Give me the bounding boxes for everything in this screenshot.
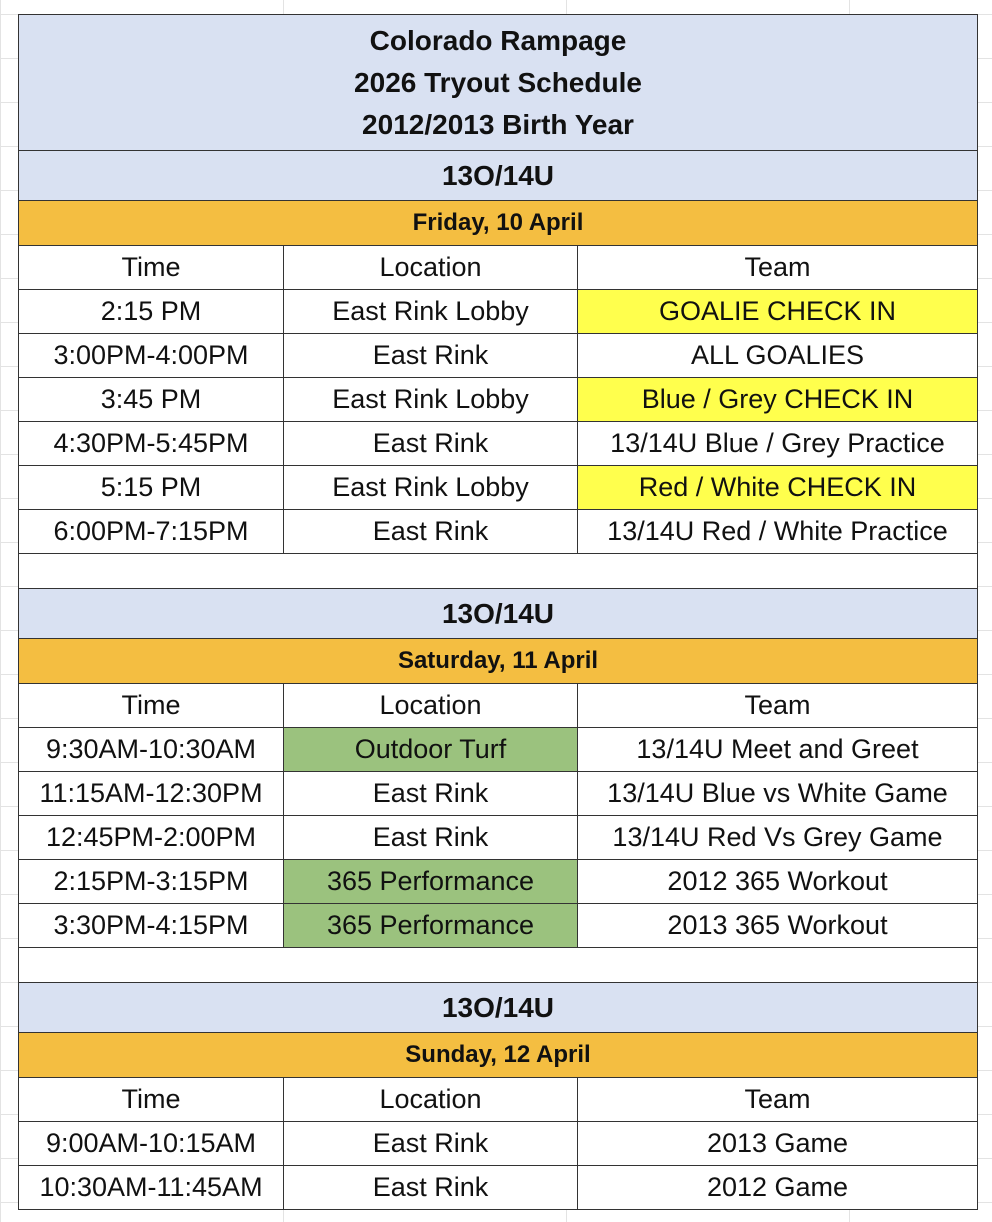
table-row bbox=[19, 904, 978, 948]
table-row bbox=[19, 510, 978, 554]
location-cell[interactable]: East Rink bbox=[284, 510, 578, 554]
team-cell[interactable]: 13/14U Blue / Grey Practice bbox=[578, 422, 978, 466]
date-heading[interactable]: Saturday, 11 April bbox=[19, 639, 978, 684]
date-heading[interactable]: Friday, 10 April bbox=[19, 201, 978, 246]
table-row bbox=[19, 816, 978, 860]
location-cell[interactable]: Outdoor Turf bbox=[284, 728, 578, 772]
table-row bbox=[19, 860, 978, 904]
team-cell[interactable]: 2013 Game bbox=[578, 1122, 978, 1166]
table-row bbox=[19, 728, 978, 772]
time-cell[interactable]: 11:15AM-12:30PM bbox=[19, 772, 284, 816]
time-cell[interactable]: 2:15 PM bbox=[19, 290, 284, 334]
time-cell[interactable]: 3:00PM-4:00PM bbox=[19, 334, 284, 378]
location-cell[interactable]: East Rink bbox=[284, 1166, 578, 1210]
division-row bbox=[19, 151, 978, 201]
location-cell[interactable]: East Rink bbox=[284, 422, 578, 466]
team-cell[interactable]: GOALIE CHECK IN bbox=[578, 290, 978, 334]
time-cell[interactable]: 4:30PM-5:45PM bbox=[19, 422, 284, 466]
schedule-title bbox=[19, 15, 978, 151]
column-header-time[interactable]: Time bbox=[19, 246, 284, 290]
title-line-1: Colorado Rampage bbox=[369, 24, 627, 56]
column-header-row bbox=[19, 1078, 978, 1122]
empty-cell bbox=[19, 554, 978, 589]
division-row bbox=[19, 983, 978, 1033]
column-header-location[interactable]: Location bbox=[284, 684, 578, 728]
table-row bbox=[19, 1122, 978, 1166]
location-cell[interactable]: East Rink bbox=[284, 1122, 578, 1166]
date-row bbox=[19, 1033, 978, 1078]
table-row bbox=[19, 290, 978, 334]
division-heading[interactable]: 13O/14U bbox=[19, 983, 978, 1033]
title-line-2: 2026 Tryout Schedule bbox=[354, 66, 642, 98]
spacer-row bbox=[19, 948, 978, 983]
time-cell[interactable]: 10:30AM-11:45AM bbox=[19, 1166, 284, 1210]
title-line-3: 2012/2013 Birth Year bbox=[362, 108, 634, 140]
team-cell[interactable]: 13/14U Red Vs Grey Game bbox=[578, 816, 978, 860]
division-row bbox=[19, 589, 978, 639]
column-header-time[interactable]: Time bbox=[19, 1078, 284, 1122]
column-header-team[interactable]: Team bbox=[578, 1078, 978, 1122]
team-cell[interactable]: 2013 365 Workout bbox=[578, 904, 978, 948]
location-cell[interactable]: 365 Performance bbox=[284, 860, 578, 904]
date-row bbox=[19, 639, 978, 684]
team-cell[interactable]: 2012 Game bbox=[578, 1166, 978, 1210]
column-header-team[interactable]: Team bbox=[578, 246, 978, 290]
team-cell[interactable]: 13/14U Meet and Greet bbox=[578, 728, 978, 772]
time-cell[interactable]: 6:00PM-7:15PM bbox=[19, 510, 284, 554]
location-cell[interactable]: East Rink Lobby bbox=[284, 290, 578, 334]
location-cell[interactable]: East Rink bbox=[284, 772, 578, 816]
column-header-row bbox=[19, 684, 978, 728]
time-cell[interactable]: 9:00AM-10:15AM bbox=[19, 1122, 284, 1166]
table-row bbox=[19, 422, 978, 466]
title-row bbox=[19, 15, 978, 151]
location-cell[interactable]: 365 Performance bbox=[284, 904, 578, 948]
spacer-row bbox=[19, 554, 978, 589]
location-cell[interactable]: East Rink bbox=[284, 334, 578, 378]
location-cell[interactable]: East Rink Lobby bbox=[284, 378, 578, 422]
table-row bbox=[19, 378, 978, 422]
team-cell[interactable]: Red / White CHECK IN bbox=[578, 466, 978, 510]
column-header-location[interactable]: Location bbox=[284, 246, 578, 290]
empty-cell bbox=[19, 948, 978, 983]
division-heading[interactable]: 13O/14U bbox=[19, 589, 978, 639]
team-cell[interactable]: Blue / Grey CHECK IN bbox=[578, 378, 978, 422]
column-header-row bbox=[19, 246, 978, 290]
time-cell[interactable]: 2:15PM-3:15PM bbox=[19, 860, 284, 904]
table-row bbox=[19, 466, 978, 510]
time-cell[interactable]: 3:30PM-4:15PM bbox=[19, 904, 284, 948]
tryout-schedule-table bbox=[18, 14, 978, 1210]
team-cell[interactable]: 13/14U Red / White Practice bbox=[578, 510, 978, 554]
location-cell[interactable]: East Rink Lobby bbox=[284, 466, 578, 510]
team-cell[interactable]: 13/14U Blue vs White Game bbox=[578, 772, 978, 816]
team-cell[interactable]: 2012 365 Workout bbox=[578, 860, 978, 904]
table-row bbox=[19, 334, 978, 378]
date-heading[interactable]: Sunday, 12 April bbox=[19, 1033, 978, 1078]
table-row bbox=[19, 772, 978, 816]
time-cell[interactable]: 3:45 PM bbox=[19, 378, 284, 422]
column-header-team[interactable]: Team bbox=[578, 684, 978, 728]
location-cell[interactable]: East Rink bbox=[284, 816, 578, 860]
table-row bbox=[19, 1166, 978, 1210]
time-cell[interactable]: 12:45PM-2:00PM bbox=[19, 816, 284, 860]
date-row bbox=[19, 201, 978, 246]
time-cell[interactable]: 9:30AM-10:30AM bbox=[19, 728, 284, 772]
column-header-time[interactable]: Time bbox=[19, 684, 284, 728]
time-cell[interactable]: 5:15 PM bbox=[19, 466, 284, 510]
division-heading[interactable]: 13O/14U bbox=[19, 151, 978, 201]
team-cell[interactable]: ALL GOALIES bbox=[578, 334, 978, 378]
column-header-location[interactable]: Location bbox=[284, 1078, 578, 1122]
